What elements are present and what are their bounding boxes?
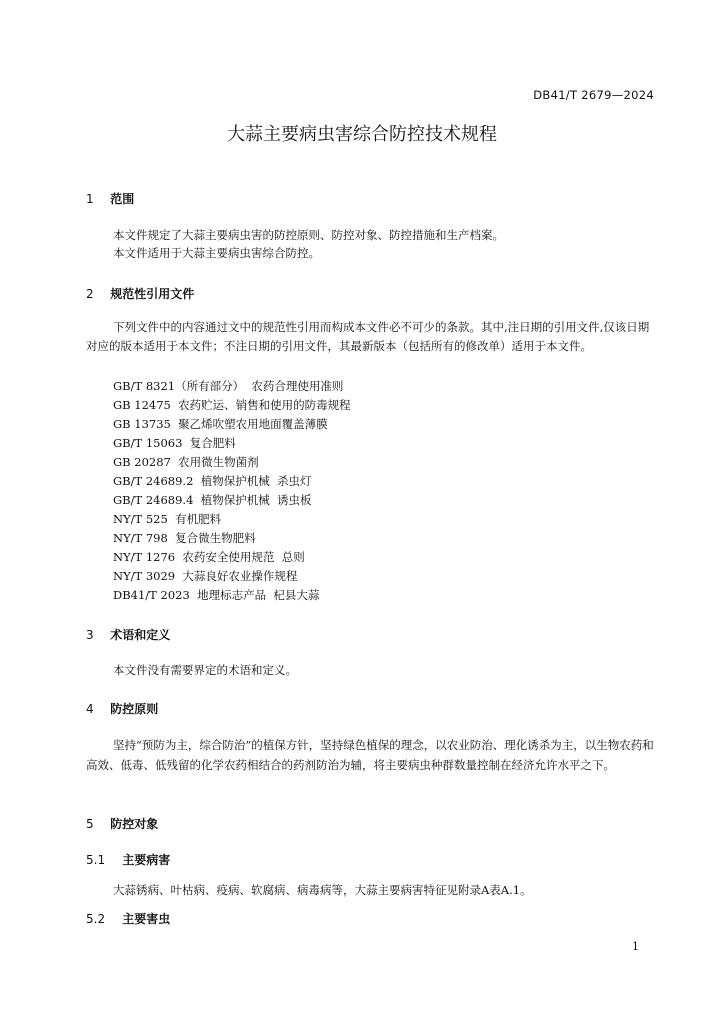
reference-item: NY/T 1276 农药安全使用规范 总则 [113, 550, 305, 564]
section-number: 5.2 [86, 912, 106, 926]
section-number: 5.1 [86, 853, 106, 867]
section-2-heading [86, 285, 194, 302]
section-1-heading [86, 190, 134, 207]
section-4-heading [86, 700, 158, 717]
page-number: 1 [632, 940, 639, 953]
document-title: 大蒜主要病虫害综合防控技术规程 [227, 124, 497, 145]
reference-item: GB/T 8321（所有部分） 农药合理使用准则 [113, 379, 344, 393]
section-number: 1 [86, 192, 94, 206]
paragraph: 下列文件中的内容通过文中的规范性引用而构成本文件必不可少的条款。其中,注日期的引用文件,仅该日期对应的版本适用于本文件；不注日期的引用文件，其最新版本（包括所有的修改单）适用于本文件。 [86, 320, 650, 353]
section-title: 防控原则 [110, 702, 159, 716]
reference-item: GB/T 24689.2 植物保护机械 杀虫灯 [113, 474, 312, 488]
section-number: 5 [86, 817, 94, 831]
section-title: 主要害虫 [122, 912, 171, 926]
reference-item: GB 12475 农药贮运、销售和使用的防毒规程 [113, 398, 351, 412]
paragraph: 本文件规定了大蒜主要病虫害的防控原则、防控对象、防控措施和生产档案。 [113, 228, 504, 242]
standard-code: DB41/T 2679—2024 [533, 88, 654, 102]
subsection-5-1-heading [86, 851, 170, 868]
section-number: 3 [86, 628, 94, 642]
section-number: 4 [86, 702, 94, 716]
section-3-heading [86, 626, 170, 643]
paragraph: 大蒜锈病、叶枯病、疫病、软腐病、病毒病等，大蒜主要病害特征见附录A表A.1。 [113, 883, 532, 897]
section-title: 术语和定义 [110, 628, 171, 642]
section-number: 2 [86, 287, 94, 301]
paragraph: 坚持“预防为主，综合防治”的植保方针，坚持绿色植保的理念，以农业防治、理化诱杀为主，以生物农药和高效、低毒、低残留的化学农药相结合的药剂防治为辅，将主要病虫种群数量控制在经济允许水平之下。 [86, 738, 654, 772]
reference-item: GB/T 24689.4 植物保护机械 诱虫板 [113, 493, 312, 507]
reference-item: GB/T 15063 复合肥料 [113, 436, 236, 450]
reference-item: GB 20287 农用微生物菌剂 [113, 455, 259, 469]
paragraph: 本文件没有需要界定的术语和定义。 [113, 663, 297, 677]
section-title: 防控对象 [110, 817, 159, 831]
section-title: 规范性引用文件 [110, 287, 195, 301]
section-title: 范围 [110, 192, 135, 206]
reference-item: NY/T 798 复合微生物肥料 [113, 531, 256, 545]
reference-item: DB41/T 2023 地理标志产品 杞县大蒜 [113, 588, 320, 602]
section-title: 主要病害 [122, 853, 171, 867]
reference-item: NY/T 3029 大蒜良好农业操作规程 [113, 569, 298, 583]
reference-item: NY/T 525 有机肥料 [113, 512, 222, 526]
paragraph: 本文件适用于大蒜主要病虫害综合防控。 [113, 246, 320, 260]
section-5-heading [86, 815, 158, 832]
reference-item: GB 13735 聚乙烯吹塑农用地面覆盖薄膜 [113, 417, 328, 431]
subsection-5-2-heading [86, 910, 170, 927]
